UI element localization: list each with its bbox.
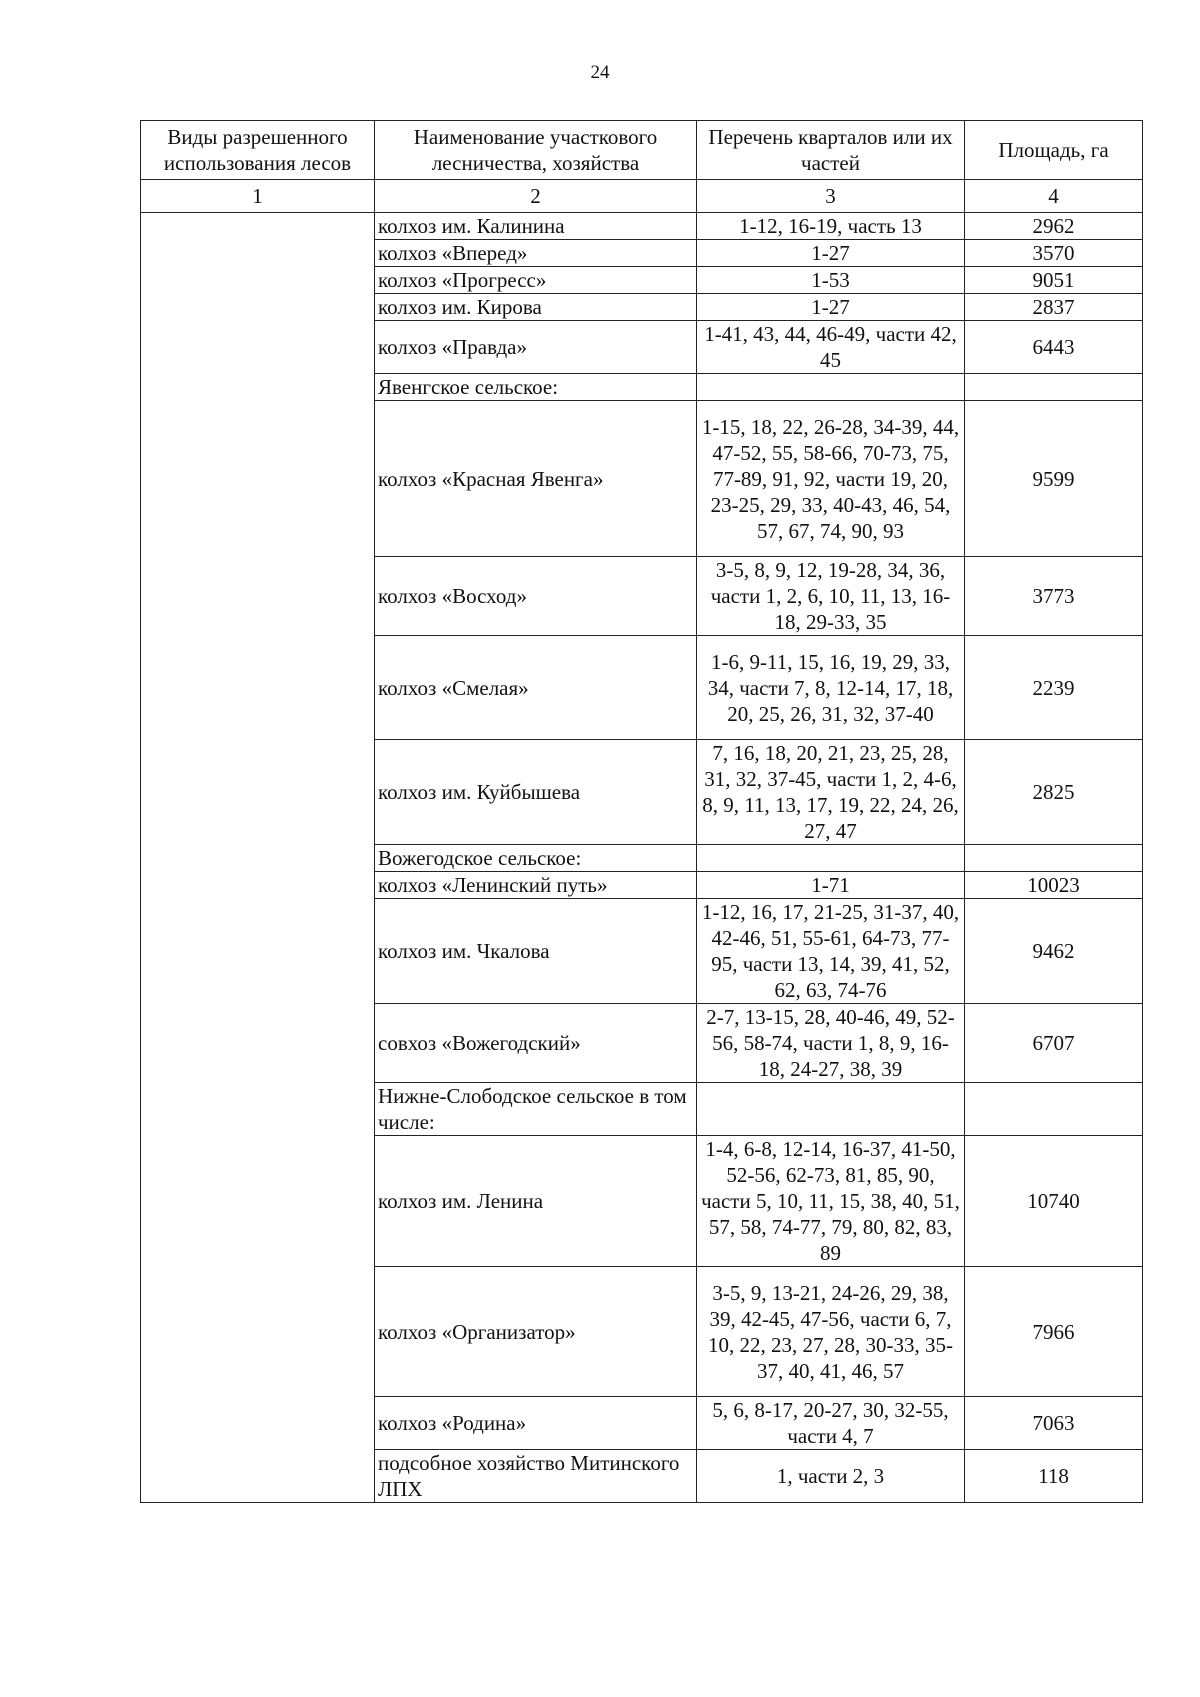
forestry-name-cell: колхоз «Родина» <box>375 1397 697 1450</box>
quarters-list-cell: 7, 16, 18, 20, 21, 23, 25, 28, 31, 32, 37-45, части 1, 2, 4-6, 8, 9, 11, 13, 17, 19, 22, 24, 26, 27, 47 <box>697 740 965 845</box>
quarters-list-cell: 1-12, 16-19, часть 13 <box>697 213 965 240</box>
forestry-name-cell: Явенгское сельское: <box>375 374 697 401</box>
forestry-name-cell: Вожегодское сельское: <box>375 845 697 872</box>
forest-use-table <box>140 120 1143 1503</box>
forestry-name-cell: колхоз «Правда» <box>375 321 697 374</box>
area-cell: 6707 <box>965 1004 1143 1083</box>
header-area: Площадь, га <box>965 121 1143 180</box>
area-cell: 9051 <box>965 267 1143 294</box>
page-number: 24 <box>590 62 610 83</box>
forestry-name-cell: колхоз «Красная Явенга» <box>375 401 697 557</box>
forestry-name-cell: колхоз «Ленинский путь» <box>375 872 697 899</box>
quarters-list-cell: 2-7, 13-15, 28, 40-46, 49, 52-56, 58-74, части 1, 8, 9, 16-18, 24-27, 38, 39 <box>697 1004 965 1083</box>
forestry-name-cell: подсобное хозяйство Митинского ЛПХ <box>375 1450 697 1503</box>
forestry-name-cell: Нижне-Слободское сельское в том числе: <box>375 1083 697 1136</box>
header-forestry-name: Наименование участкового лесничества, хозяйства <box>375 121 697 180</box>
quarters-list-cell: 1, части 2, 3 <box>697 1450 965 1503</box>
area-cell: 7966 <box>965 1267 1143 1397</box>
usage-type-cell <box>141 213 375 1503</box>
area-cell: 118 <box>965 1450 1143 1503</box>
quarters-list-cell: 1-41, 43, 44, 46-49, части 42, 45 <box>697 321 965 374</box>
area-cell: 2837 <box>965 294 1143 321</box>
area-cell: 10023 <box>965 872 1143 899</box>
quarters-list-cell: 1-27 <box>697 294 965 321</box>
quarters-list-cell: 1-27 <box>697 240 965 267</box>
forestry-name-cell: колхоз «Восход» <box>375 557 697 636</box>
quarters-list-cell: 3-5, 8, 9, 12, 19-28, 34, 36, части 1, 2, 6, 10, 11, 13, 16-18, 29-33, 35 <box>697 557 965 636</box>
column-number-row <box>141 180 1143 213</box>
quarters-list-cell: 1-4, 6-8, 12-14, 16-37, 41-50, 52-56, 62-73, 81, 85, 90, части 5, 10, 11, 15, 38, 40, 51, 57, 58, 74-77, 79, 80, 82, 83, 89 <box>697 1136 965 1267</box>
area-cell: 9462 <box>965 899 1143 1004</box>
area-cell: 3773 <box>965 557 1143 636</box>
table-body <box>141 213 1143 1503</box>
column-number: 1 <box>141 180 375 213</box>
quarters-list-cell: 3-5, 9, 13-21, 24-26, 29, 38, 39, 42-45, 47-56, части 6, 7, 10, 22, 23, 27, 28, 30-33, 35-37, 40, 41, 46, 57 <box>697 1267 965 1397</box>
quarters-list-cell: 1-15, 18, 22, 26-28, 34-39, 44, 47-52, 55, 58-66, 70-73, 75, 77-89, 91, 92, части 19, 20, 23-25, 29, 33, 40-43, 46, 54, 57, 67, 74, 90, 93 <box>697 401 965 557</box>
area-cell: 9599 <box>965 401 1143 557</box>
area-cell: 2825 <box>965 740 1143 845</box>
quarters-list-cell <box>697 1083 965 1136</box>
quarters-list-cell <box>697 845 965 872</box>
forestry-name-cell: колхоз «Прогресс» <box>375 267 697 294</box>
forestry-name-cell: колхоз им. Калинина <box>375 213 697 240</box>
table-row <box>141 213 1143 240</box>
area-cell: 2239 <box>965 636 1143 740</box>
area-cell <box>965 374 1143 401</box>
area-cell: 3570 <box>965 240 1143 267</box>
forestry-name-cell: колхоз им. Куйбышева <box>375 740 697 845</box>
header-quarters-list: Перечень кварталов или их частей <box>697 121 965 180</box>
forestry-name-cell: совхоз «Вожегодский» <box>375 1004 697 1083</box>
forestry-name-cell: колхоз им. Кирова <box>375 294 697 321</box>
area-cell: 10740 <box>965 1136 1143 1267</box>
header-usage-type: Виды разрешенного использования лесов <box>141 121 375 180</box>
quarters-list-cell <box>697 374 965 401</box>
area-cell: 2962 <box>965 213 1143 240</box>
quarters-list-cell: 5, 6, 8-17, 20-27, 30, 32-55, части 4, 7 <box>697 1397 965 1450</box>
quarters-list-cell: 1-71 <box>697 872 965 899</box>
forestry-name-cell: колхоз «Организатор» <box>375 1267 697 1397</box>
area-cell <box>965 845 1143 872</box>
forestry-name-cell: колхоз им. Ленина <box>375 1136 697 1267</box>
column-number: 2 <box>375 180 697 213</box>
column-number: 4 <box>965 180 1143 213</box>
area-cell: 7063 <box>965 1397 1143 1450</box>
forestry-name-cell: колхоз «Смелая» <box>375 636 697 740</box>
quarters-list-cell: 1-12, 16, 17, 21-25, 31-37, 40, 42-46, 51, 55-61, 64-73, 77-95, части 13, 14, 39, 41, 52, 62, 63, 74-76 <box>697 899 965 1004</box>
header-row <box>141 121 1143 180</box>
area-cell <box>965 1083 1143 1136</box>
forestry-name-cell: колхоз «Вперед» <box>375 240 697 267</box>
quarters-list-cell: 1-53 <box>697 267 965 294</box>
forestry-name-cell: колхоз им. Чкалова <box>375 899 697 1004</box>
area-cell: 6443 <box>965 321 1143 374</box>
quarters-list-cell: 1-6, 9-11, 15, 16, 19, 29, 33, 34, части 7, 8, 12-14, 17, 18, 20, 25, 26, 31, 32, 37-40 <box>697 636 965 740</box>
column-number: 3 <box>697 180 965 213</box>
